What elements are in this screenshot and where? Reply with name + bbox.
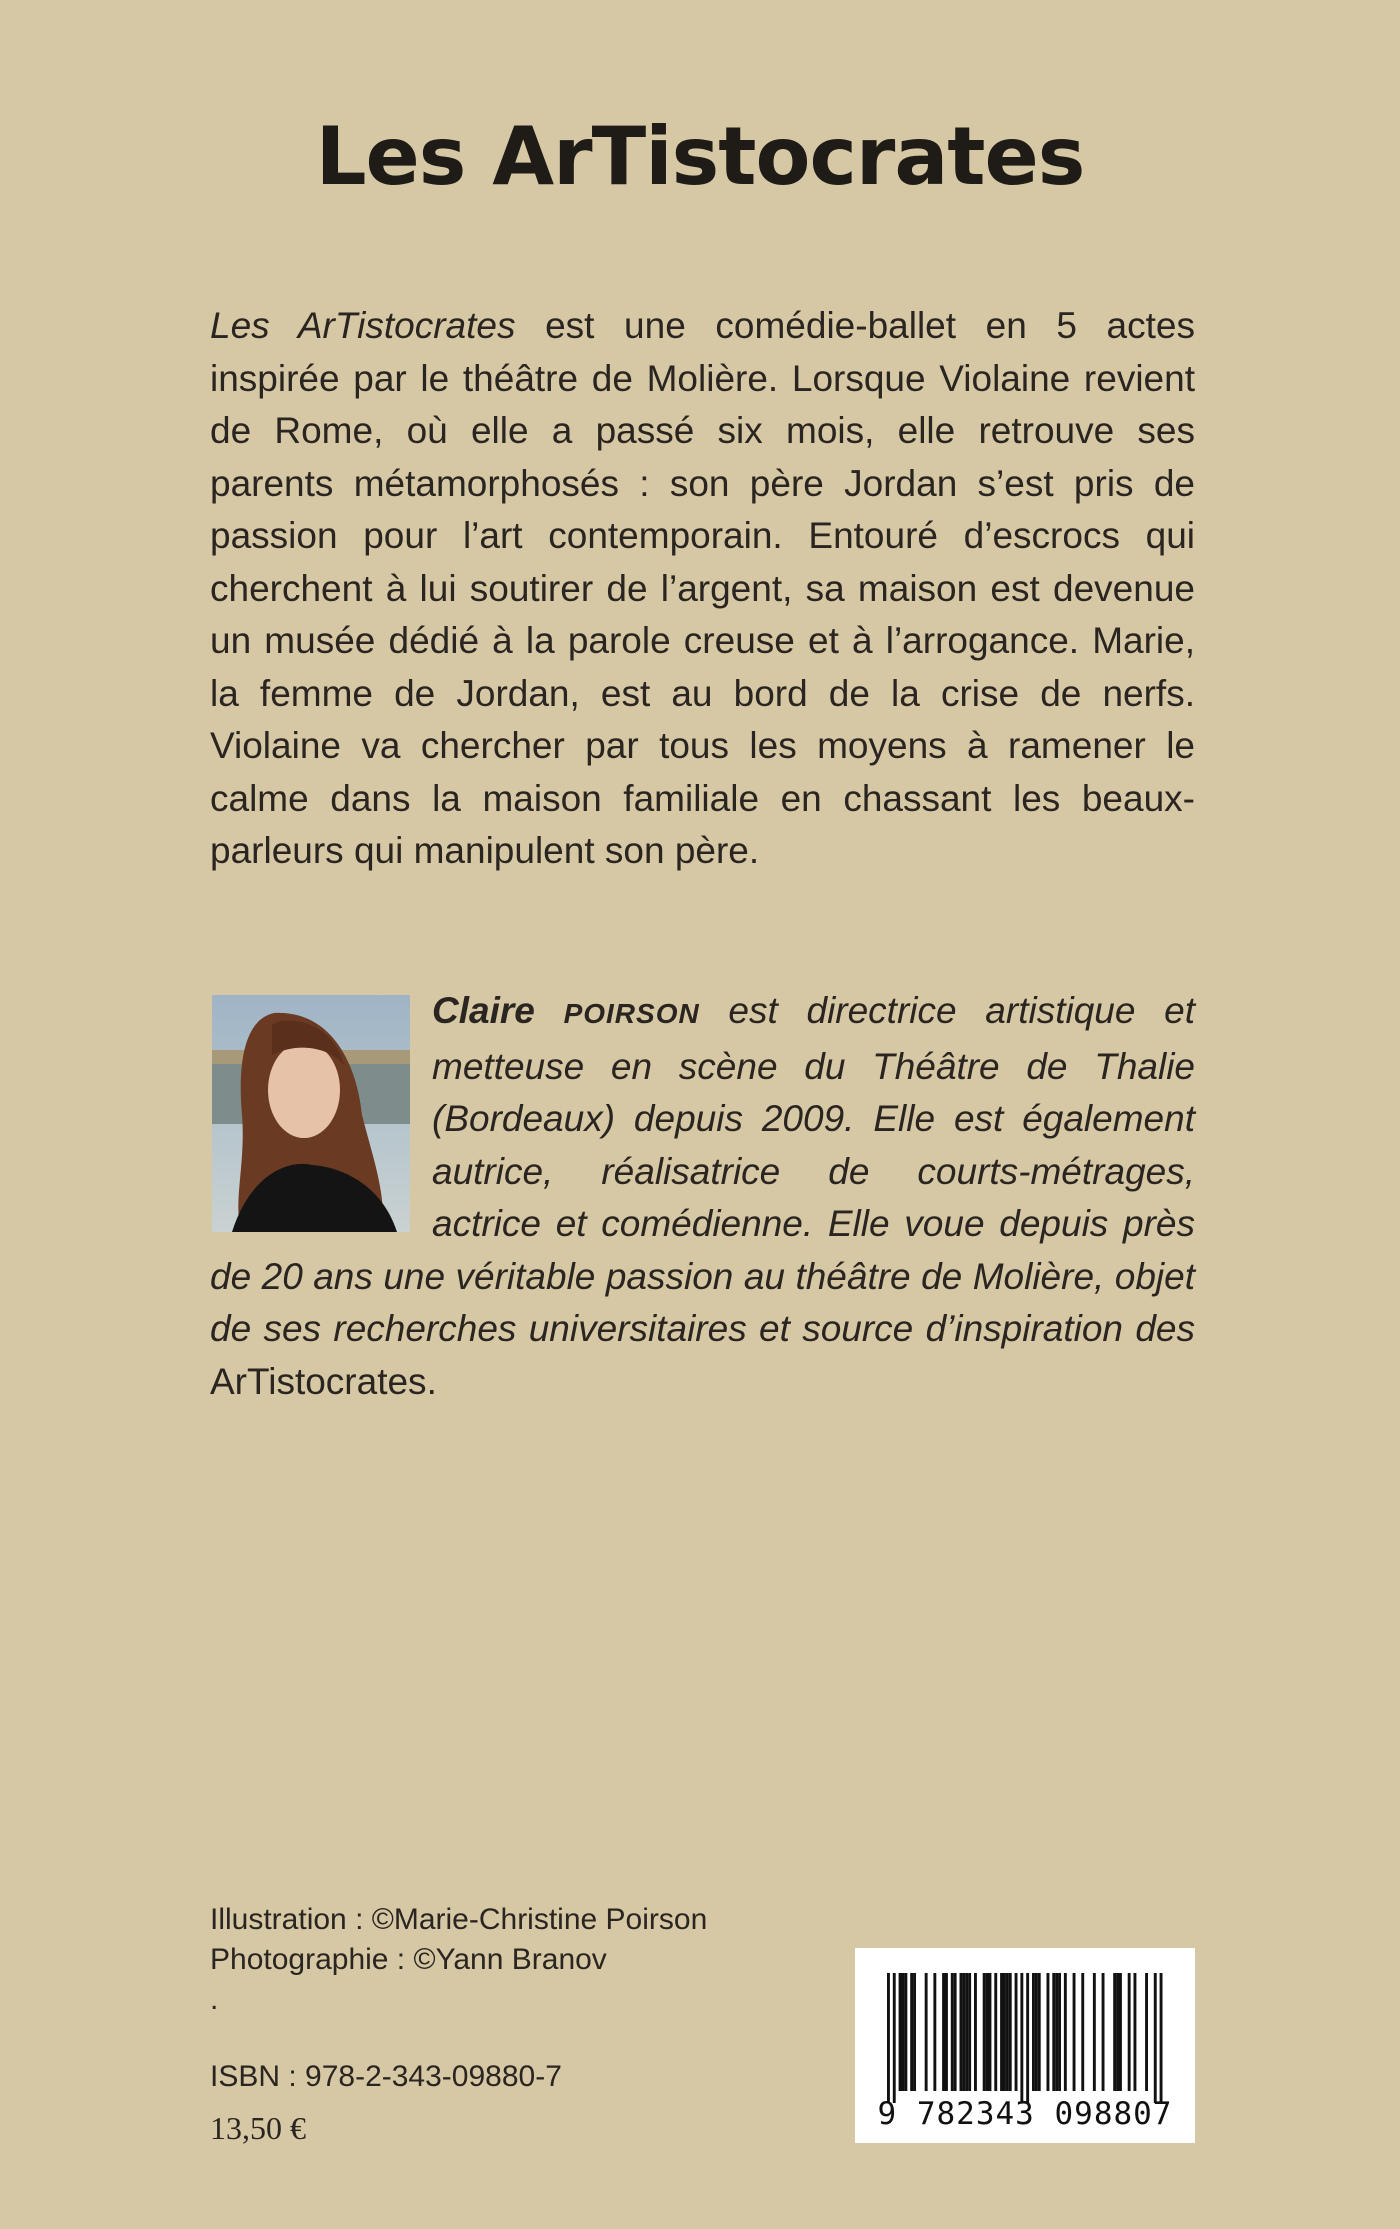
- book-title: Les ArTistocrates: [315, 110, 1085, 203]
- barcode-bar: [1134, 1973, 1137, 2091]
- summary-text: est une comédie-ballet en 5 actes inspirée par le théâtre de Molière. Lorsque Violaine revient de Rome, où elle a passé six mois, elle retrouve ses parents métamorphosés : son père Jordan s’est pris de passion pour l’art contemporain. Entouré d’escrocs qui cherchent à lui soutirer de l’argent, sa maison est devenue un musée dédié à la parole creuse et à l’arrogance. Marie, la femme de Jordan, est au bord de la crise de nerfs. Violaine va chercher par tous les moyens à ramener le calme dans la maison familiale en chassant les beaux-parleurs qui manipulent son père.: [210, 305, 1195, 871]
- barcode-bar: [989, 1973, 992, 2091]
- barcode-bar: [1006, 1973, 1009, 2091]
- barcode-bar: [1064, 1973, 1067, 2091]
- summary-title-italic: Les ArTistocrates: [210, 305, 516, 346]
- isbn: ISBN : 978-2-343-09880-7: [210, 2060, 562, 2093]
- barcode-bar: [1026, 1973, 1029, 2103]
- barcode-bar: [968, 1973, 971, 2091]
- barcode-bar: [893, 1973, 896, 2103]
- barcode-bar: [1093, 1973, 1096, 2091]
- barcode-bar: [1052, 1973, 1055, 2091]
- barcode-bar: [1073, 1973, 1076, 2091]
- bio-text: est directrice artistique et metteuse en scène du Théâtre de Thalie (Bordeaux) depuis 2009. Elle est également autrice, réalisatrice de courts-métrages, actrice et comédienne. Elle voue depuis près de 20 ans une véritable passion au théâtre de Molière, objet de ses recherches universitaires et source d’inspiration des: [210, 990, 1196, 1349]
- author-photo: [212, 995, 410, 1232]
- barcode-bar: [1000, 1973, 1003, 2091]
- barcode-bar: [1047, 1973, 1050, 2091]
- barcode-bar: [974, 1973, 977, 2091]
- barcode-bar: [1102, 1973, 1105, 2091]
- barcode-bar: [1160, 1973, 1163, 2103]
- bio-end: .: [426, 1360, 437, 1402]
- barcode-bar: [910, 1973, 913, 2091]
- barcode-bar: [899, 1973, 902, 2091]
- author-photo-image: [212, 995, 410, 1232]
- author-first-name: Claire: [432, 990, 564, 1031]
- barcode-bar: [1113, 1973, 1116, 2091]
- credits-dot: .: [210, 1983, 219, 2016]
- barcode-bar: [965, 1973, 968, 2091]
- photo-credit: Photographie : ©Yann Branov: [210, 1943, 607, 1976]
- barcode-bar: [960, 1973, 963, 2091]
- barcode-bar: [994, 1973, 997, 2091]
- credits: [210, 1900, 707, 2020]
- barcode-bar: [1009, 1973, 1012, 2091]
- barcode-bar: [1058, 1973, 1061, 2091]
- author-last-name: POIRSON: [563, 998, 700, 1029]
- price: 13,50 €: [210, 2110, 306, 2146]
- barcode-bar: [942, 1973, 945, 2091]
- barcode-bar: [1020, 1973, 1023, 2103]
- barcode-bar: [1119, 1973, 1122, 2091]
- barcode-digits: 9 782343 098807: [877, 2096, 1173, 2132]
- barcode-bar: [933, 1973, 936, 2091]
- barcode-bar: [1128, 1973, 1131, 2091]
- barcode-bar: [986, 1973, 989, 2091]
- barcode-bar: [925, 1973, 928, 2091]
- barcode-bar: [913, 1973, 916, 2091]
- bio-book-ref: ArTistocrates: [210, 1360, 427, 1402]
- book-summary: [210, 300, 1195, 878]
- barcode-bar: [1003, 1973, 1006, 2091]
- barcode-bar: [1145, 1973, 1148, 2091]
- barcode-bar: [1038, 1973, 1041, 2091]
- barcode-bar: [983, 1973, 986, 2091]
- barcode: [855, 1948, 1195, 2143]
- barcode-bar: [1081, 1973, 1084, 2091]
- barcode-bar: [1015, 1973, 1018, 2091]
- barcode-bar: [902, 1973, 905, 2091]
- barcode-bar: [1116, 1973, 1119, 2091]
- barcode-bar: [962, 1973, 965, 2091]
- barcode-bar: [954, 1973, 957, 2091]
- barcode-bar: [945, 1973, 948, 2091]
- barcode-bar: [904, 1973, 907, 2091]
- illustration-credit: Illustration : ©Marie-Christine Poirson: [210, 1903, 708, 1936]
- barcode-bar: [887, 1973, 890, 2103]
- author-name: [432, 990, 700, 1031]
- barcode-bar: [1035, 1973, 1038, 2091]
- barcode-bar: [1154, 1973, 1157, 2103]
- barcode-bar: [1055, 1973, 1058, 2091]
- barcode-bar: [1032, 1973, 1035, 2091]
- barcode-bar: [951, 1973, 954, 2091]
